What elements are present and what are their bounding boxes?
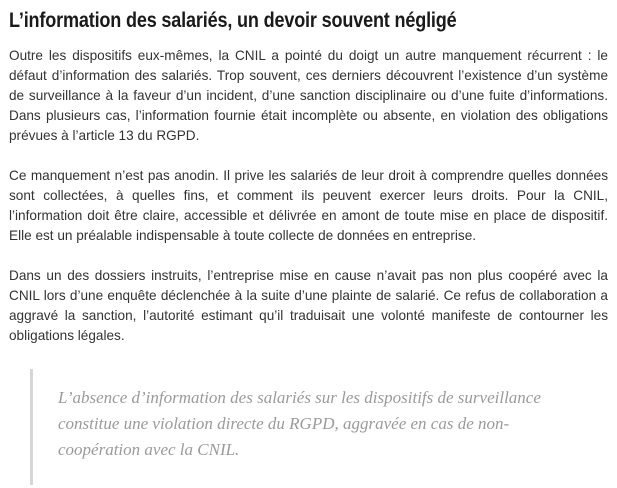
paragraph-information-defaut: Outre les dispositifs eux-mêmes, la CNIL a pointé du doigt un autre manquement récurrent : le défaut d’information des salariés. Trop souvent, ces derniers découvrent l’existence d’un système de surveillance à la faveur d’un incident, d’une sanction disciplinaire ou d’une fuite d’informations. Dans plusieurs cas, l’information fournie était incomplète ou absente, en violation des obligations prévues à l’article 13 du RGPD. [9, 48, 608, 143]
article-heading: L’information des salariés, un devoir souvent négligé [9, 9, 457, 32]
pull-quote [30, 369, 590, 485]
article-body [9, 8, 609, 366]
pull-quote-text: L’absence d’information des salariés sur les dispositifs de surveillance constitue une violation directe du RGPD, aggravée en cas de non-coopération avec la CNIL. [58, 388, 541, 459]
paragraph-manquement: Ce manquement n’est pas anodin. Il prive les salariés de leur droit à comprendre quelles données sont collectées, à quelles fins, et comment ils peuvent exercer leurs droits. Pour la CNIL, l’information doit être claire, accessible et délivrée en amont de toute mise en place de dispositif. Elle est un préalable indispensable à toute collecte de données en entreprise. [9, 168, 608, 243]
paragraph-cooperation: Dans un des dossiers instruits, l’entreprise mise en cause n’avait pas non plus coopéré avec la CNIL lors d’une enquête déclenchée à la suite d’une plainte de salarié. Ce refus de collaboration a aggravé la sanction, l’autorité estimant qu’il traduisait une volonté manifeste de contourner les obligations légales. [9, 268, 608, 343]
